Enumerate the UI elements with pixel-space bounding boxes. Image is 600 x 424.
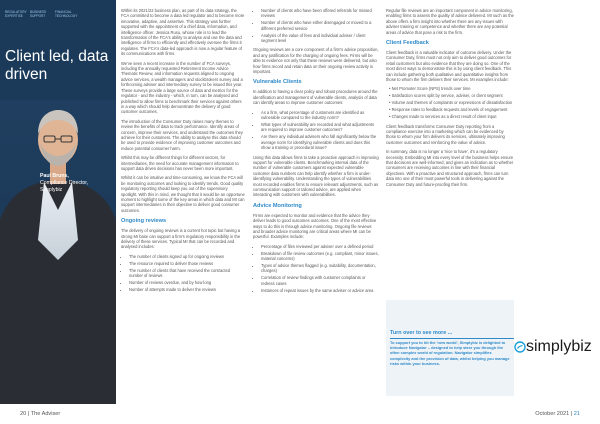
list-item: • The resource required to deliver those reviews — [129, 261, 245, 266]
tag-regulatory: REGULATORY EXPERTISE — [5, 10, 27, 18]
section-heading-ongoing-reviews: Ongoing reviews — [121, 218, 167, 225]
logo-wordmark: simplybiz — [526, 338, 592, 355]
list-item: • Net Promoter Score (NPS) trends over time — [389, 86, 514, 91]
list-item: • Volume and themes of complaints or expressions of dissatisfaction — [389, 100, 514, 105]
list-item: • Number of clients who have been offered referrals for missed reviews — [261, 8, 379, 19]
section-heading-vulnerable-clients: Vulnerable Clients — [253, 79, 302, 86]
section-heading-client-feedback: Client Feedback — [386, 40, 429, 47]
paragraph: Firms are expected to monitor and evidence that the advice they deliver leads to good outcomes outcomes. One of the most effective ways to do this is through advice monitoring. Ongoing file reviews and broader advice monitoring are critical areas where MI can be powerful. Examples include: — [253, 212, 377, 240]
list-item: • Percentage of files reviewed per adviser over a defined period — [261, 244, 379, 249]
simplybiz-logo — [514, 338, 592, 356]
author-name: Paul Bruns, — [40, 173, 69, 179]
bullet-list — [253, 244, 379, 293]
section-heading-advice-monitoring: Advice Monitoring — [253, 202, 302, 209]
paragraph: Client feedback is a valuable indicator of outcome delivery. Under the Consumer Duty, firms must not only aim to deliver good outcomes for retail customers but also evidence that they are doing so. One of the most direct ways to demonstrate this is by using client feedback. This can include gathering both qualitative and quantitative insights from those to whom the firm delivers their services. MI examples include: — [386, 50, 512, 83]
paragraph: Within its 2021/22 business plan, as part of its data strategy, the FCA committed to become a data led regulator and to become more innovative, adaptive, and assertive. This strategy was further supported with the appointment of a chief data, information, and intelligence officer. Jessica Rusu, whose role is to lead the transformation of the FCA's ability to analyse and use the data and intelligence of firms to efficiently and effectively oversee the firms it regulates. The FCA's data-led approach is now a regular feature of its communications with firms. — [121, 8, 245, 57]
list-item: • Analysis of the value of fees and individual adviser / client segment level — [261, 33, 379, 44]
bullet-list — [253, 8, 379, 43]
paragraph: Whilst this may be different things for different sectors, for intermediaries, the need for accurate management information to support data driven decisions has never been more important. — [121, 155, 239, 171]
list-item: • The number of clients signed up for ongoing reviews — [129, 254, 245, 259]
list-item: • Instances of repeat issues by the same adviser or advice area — [261, 288, 379, 293]
list-item: • As a firm, what percentage of customers are identified as vulnerable compared to the industry norm? — [261, 110, 379, 121]
list-item: • The number of clients that have received the contracted number of reviews — [129, 268, 245, 279]
turn-over-body: To support you to hit the 'new world', Simplybiz is delighted to introduce Navigator – designed to help steer you through the often complex world of regulation. Navigator simplifies complexity and the provision of data, whilst helping you manage risks within your business. — [390, 340, 510, 366]
text-column-3 — [386, 8, 514, 191]
list-item: • Satisfaction scores split by service, adviser, or client segment — [389, 93, 514, 98]
list-item: • What types of vulnerability are recorded and what adjustments are required to improve customer outcomes? — [261, 122, 379, 133]
list-item: • Are there any individual advisers who fall significantly below the average norm for identifying vulnerable clients and does this show a training or procedural issue? — [261, 134, 379, 150]
paragraph: Ongoing reviews are a core component of a firm's advice proposition, and any justification for the charging of ongoing fees. Firms will be able to evidence not only that these reviews were delivered, but also how firms record and retain data on their ongoing review activity is important. — [253, 47, 379, 75]
logo-mark-icon — [514, 341, 526, 353]
page-footer — [0, 404, 600, 424]
paragraph: Regular file reviews are an important component in advice monitoring, enabling firms to assess the quality of advice delivered. MI such as the above offers a firm insight into whether there are any issues with adviser training or competence and whether there are any potential areas of advice that pose a risk to the firm. — [386, 8, 514, 35]
issue-date: October 2021 — [535, 411, 570, 417]
list-item: • Breakdown of file review outcomes (e.g. compliant, minor issues, material concerns) — [261, 251, 379, 262]
paragraph: Using this data allows firms to take a proactive approach in improving support for vulnerable clients. Benchmarking internal data of the number of vulnerable customers against expected vulnerable customer data numbers can help identify whether a firm is under-identifying vulnerability. Understanding the types of vulnerabilities most recorded enables firms to ensure relevant adjustments, such as communication support or tailored advice, are applied when interacting with customers with vulnerabilities. — [253, 154, 379, 198]
text-column-2 — [253, 8, 379, 297]
author-company: Simplybiz — [40, 187, 63, 193]
article-headline: Client led, data driven — [5, 48, 109, 83]
page-number-right: 21 — [573, 411, 580, 417]
tag-financial-technology: FINANCIAL TECHNOLOGY — [55, 10, 78, 18]
paragraph: In summary, data is no longer a 'nice to have', it's a regulatory necessity. Embedding MI into every level of the business helps ensure that decisions are well-informed, and gives an indication as to whether consumers are receiving outcomes in line with their financial objectives. With a proactive and structured approach, firms can turn data into one of their most powerful tools in delivering against the Consumer Duty and future-proofing their firm. — [386, 149, 514, 187]
paragraph: In addition to having a clear policy and robust procedures around the identification and management of vulnerable clients, analysis of data can identify areas to improve customer outcomes: — [253, 89, 378, 106]
bullet-list — [253, 110, 379, 151]
list-item: • Changes made to services as a direct result of client input — [389, 114, 514, 119]
paragraph: The delivery of ongoing reviews is a current hot topic but having a strong MI base can support a firm's regulatory responsibility in the delivery of these services. Typical MI that can be recorded and analysed includes: — [121, 228, 241, 250]
text-column-1 — [121, 8, 245, 296]
publication-name: The Adviser — [30, 411, 61, 417]
paragraph: Whilst it can be intuitive and time-consuming, we know the FCA will be monitoring outcomes and looking to identify trends. Good quality regulatory reporting should keep you out of the supervisory spotlight. With this in mind, we thought that it would be an opportune moment to highlight some of the key areas in which data and MI can support intermediaries in their objective to deliver good consumer outcomes. — [121, 175, 245, 213]
footer-separator: | — [27, 411, 30, 417]
author-title: Compliance Director, — [40, 180, 89, 186]
list-item: • Number of reviews overdue, and by how long — [129, 280, 245, 285]
footer-left — [20, 411, 60, 417]
sidebar-photo-panel — [0, 0, 116, 404]
tag-business-support: BUSINESS SUPPORT — [30, 10, 47, 18]
list-item: • Number of attempts made to deliver the reviews — [129, 287, 245, 292]
page-number-left: 20 — [20, 411, 27, 417]
list-item: • Types of advice themes flagged (e.g. suitability, documentation, charges) — [261, 263, 379, 274]
list-item: • Response rates to feedback requests and levels of engagement — [389, 107, 514, 112]
paragraph: The introduction of the Consumer Duty raises many themes to review the benefits of data to track performance. Identify areas of concern, improve their services, and understand the outcomes they achieve for their customers. The ability to analyse this data should be used to provide evidence of improving customer outcomes and reduce potential consumer harm. — [121, 118, 243, 151]
paragraph: We've seen a recent increase in the number of FCA surveys, including the annually requested Retirement Income Advice Thematic Review, and information requests aligned to ongoing advice services, a wealth managers and stockbrokers survey and a forthcoming adviser and intermediary survey to be issued this year. These surveys provide a large source of data and metrics for the regulator - and the industry - which, in turn, can be analysed and published to allow firms to benchmark their services against others in a way which should help demonstrate the delivery of good customer outcomes. — [121, 60, 243, 115]
footer-right — [535, 411, 580, 417]
author-caption — [40, 173, 88, 194]
list-item: • Correlation of review findings with customer complaints or redress cases — [261, 275, 379, 286]
author-photo — [0, 100, 116, 404]
list-item: • Number of clients who have either disengaged or moved to a different preferred service — [261, 20, 379, 31]
section-tags — [5, 10, 78, 18]
bullet-list — [386, 86, 514, 119]
turn-over-title: Turn over to see more ... — [390, 330, 453, 336]
turn-over-divider — [390, 338, 514, 339]
paragraph: Client feedback transforms Consumer Duty reporting from a compliance exercise into a marketing which can be evidenced by those to whom your firm delivers its services, ultimately improving customer outcomes and reinforcing the value of advice. — [386, 123, 505, 145]
bullet-list — [121, 254, 245, 292]
footer-separator: | — [570, 411, 573, 417]
